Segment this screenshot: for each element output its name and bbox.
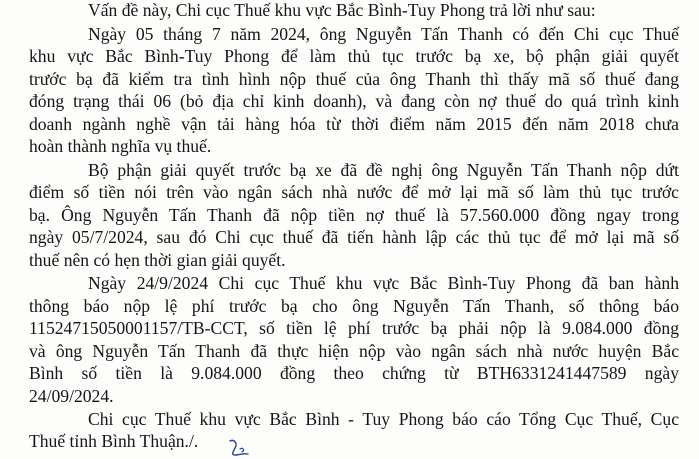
text-line: Chi cục Thuế khu vực Bắc Bình - Tuy Phong báo cáo Tổng Cục Thuế, Cục <box>88 409 679 429</box>
text-line: và ông Nguyễn Tấn Thanh đã thực hiện nộp vào ngân sách nhà nước huyện Bắc <box>29 341 679 361</box>
text-line: Thuế tỉnh Bình Thuận./. <box>29 431 199 451</box>
text-line: doanh ngành nghề vận tải hàng hóa từ thời điểm năm 2015 đến năm 2018 chưa <box>29 114 679 134</box>
text-line: khu vực Bắc Bình-Tuy Phong để làm thủ tục trước bạ xe, bộ phận giải quyết <box>29 46 679 66</box>
text-line: 11524715050001157/TB-CCT, số tiền lệ phí trước bạ phải nộp là 9.084.000 đồng <box>29 318 679 338</box>
text-line: hoàn thành nghĩa vụ thuế. <box>29 136 212 156</box>
text-line: Ngày 24/9/2024 Chi cục Thuế khu vực Bắc Bình-Tuy Phong đã ban hành <box>88 273 679 293</box>
text-line: đóng trạng thái 06 (bỏ địa chỉ kinh doanh), và đang còn nợ thuế do quá trình kinh <box>29 91 679 111</box>
text-line: ngày 05/7/2024, sau đó Chi cục thuế đã tiến hành lập các thủ tục để mở lại mã số <box>29 227 679 247</box>
text-line: điểm số tiền nói trên vào ngân sách nhà nước để mở lại mã số làm thủ tục trước <box>29 182 679 202</box>
text-line: 24/09/2024. <box>29 386 114 406</box>
text-line: Vấn đề này, Chi cục Thuế khu vực Bắc Bình-Tuy Phong trả lời như sau: <box>88 0 596 20</box>
text-line: Ngày 05 tháng 7 năm 2024, ông Nguyễn Tấn Thanh có đến Chi cục Thuế <box>88 24 679 44</box>
text-line: trước bạ đã kiểm tra tình hình nộp thuế của ông Thanh thì thấy mã số thuế đang <box>29 69 679 89</box>
text-line: Bộ phận giải quyết trước bạ xe đã đề nghị ông Nguyễn Tấn Thanh nộp dứt <box>88 160 679 180</box>
text-line: bạ. Ông Nguyễn Tấn Thanh đã nộp tiền nợ thuế là 57.560.000 đồng ngay trong <box>29 205 679 225</box>
text-line: Bình số tiền là 9.084.000 đồng theo chứng từ BTH6331241447589 ngày <box>29 363 679 383</box>
handwritten-initial-mark <box>226 437 252 459</box>
text-line: thuế nên có hẹn thời gian giải quyết. <box>29 250 286 270</box>
text-line: thông báo nộp lệ phí trước bạ cho ông Nguyễn Tấn Thanh, số thông báo <box>29 296 679 316</box>
